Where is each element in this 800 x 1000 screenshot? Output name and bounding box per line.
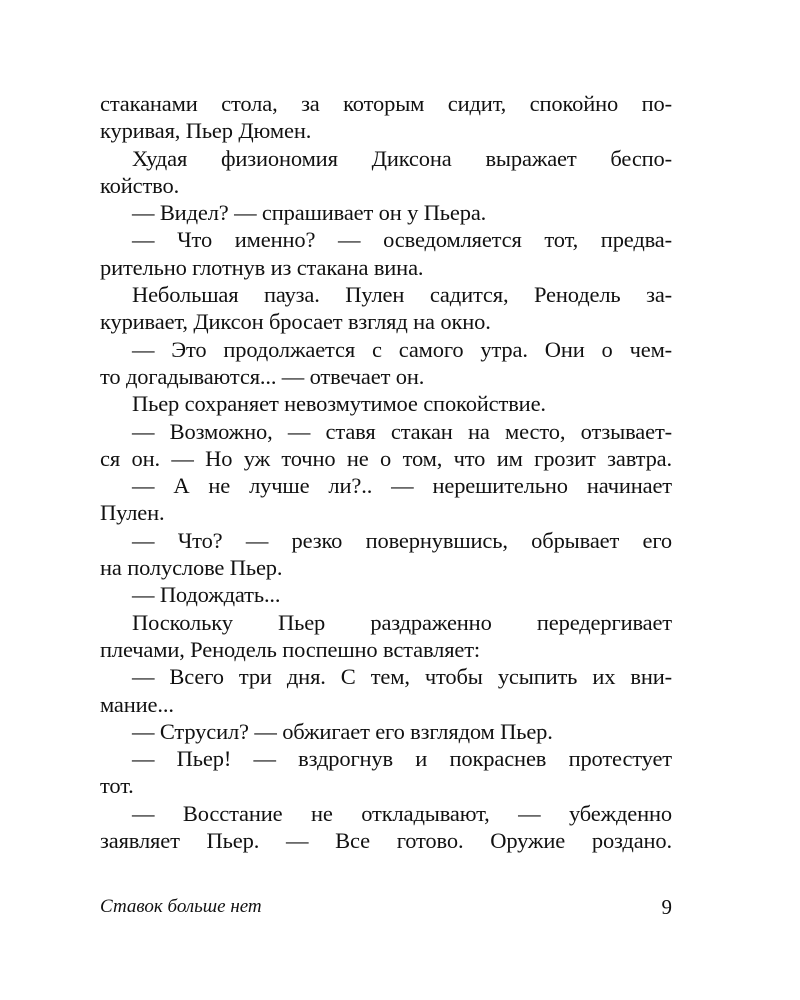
text-line: Пулен. <box>100 500 165 526</box>
text-line: заявляет Пьер. — Все готово. Оружие роздано. <box>100 828 672 854</box>
text-line: койство. <box>100 172 180 198</box>
text-line: Поскольку Пьер раздраженно передергивает <box>132 609 672 635</box>
page-footer <box>100 894 672 922</box>
text-line: тот. <box>100 773 134 799</box>
text-line: куривая, Пьер Дюмен. <box>100 118 312 144</box>
text-line: — А не лучше ли?.. — нерешительно начинает <box>132 473 672 499</box>
text-line: — Всего три дня. С тем, чтобы усыпить их вни- <box>132 664 672 690</box>
body-text <box>100 90 672 854</box>
text-line: — Это продолжается с самого утра. Они о чем- <box>132 336 672 362</box>
text-line: — Восстание не откладывают, — убежденно <box>132 800 672 826</box>
page-number: 9 <box>661 895 672 919</box>
text-line: Небольшая пауза. Пулен садится, Ренодель за- <box>132 282 672 308</box>
text-line: — Видел? — спрашивает он у Пьера. <box>132 200 487 226</box>
text-line: куривает, Диксон бросает взгляд на окно. <box>100 309 491 335</box>
text-line: — Подождать... <box>132 582 281 608</box>
text-line: — Что? — резко повернувшись, обрывает его <box>132 527 672 553</box>
text-line: ся он. — Но уж точно не о том, что им грозит завтра. <box>100 445 672 471</box>
text-line: Пьер сохраняет невозмутимое спокойствие. <box>132 391 546 417</box>
text-line: плечами, Ренодель поспешно вставляет: <box>100 636 481 662</box>
text-line: — Струсил? — обжигает его взглядом Пьер. <box>132 718 553 744</box>
text-line: стаканами стола, за которым сидит, спокойно по- <box>100 91 672 116</box>
text-line: то догадываются... — отвечает он. <box>100 363 425 389</box>
text-line: — Пьер! — вздрогнув и покраснев протестует <box>132 746 672 772</box>
text-line: — Что именно? — осведомляется тот, предва- <box>132 227 672 253</box>
text-line: Худая физиономия Диксона выражает беспо- <box>132 145 672 171</box>
text-line: рительно глотнув из стакана вина. <box>100 254 424 280</box>
running-title: Ставок больше нет <box>100 896 262 917</box>
text-line: на полуслове Пьер. <box>100 555 283 581</box>
text-line: мание... <box>100 691 174 717</box>
text-line: — Возможно, — ставя стакан на место, отзывает- <box>132 418 672 444</box>
